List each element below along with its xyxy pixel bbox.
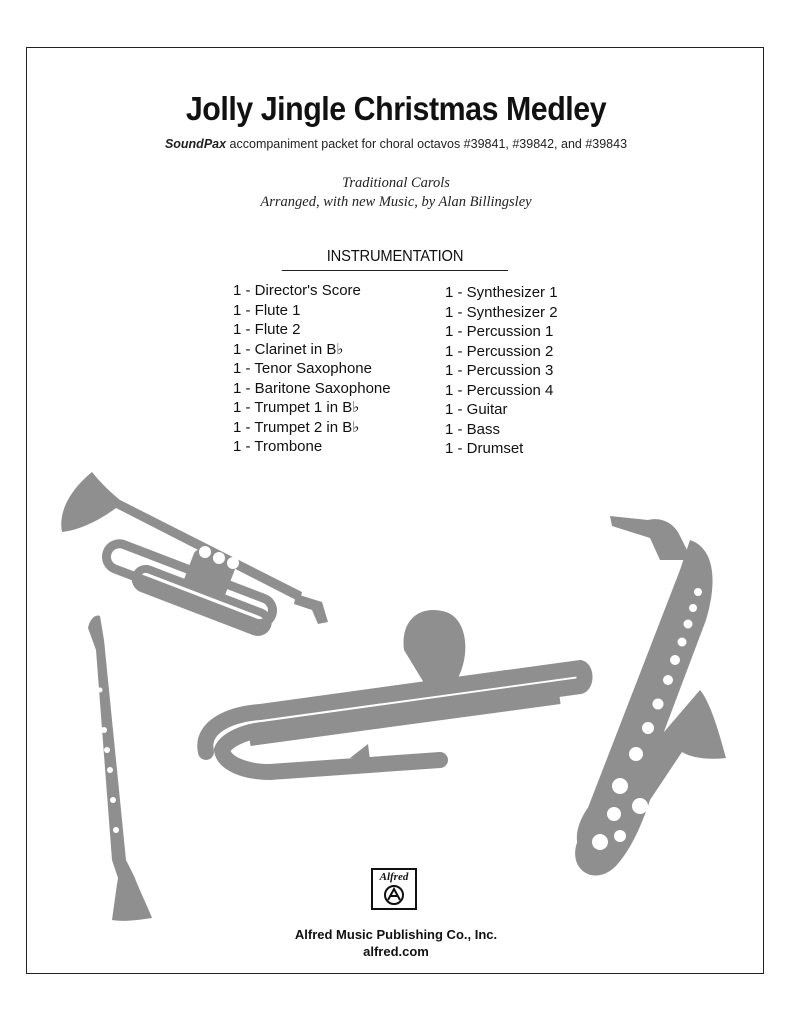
list-item: 1 - Director's Score [233,282,361,299]
list-item: 1 - Flute 2 [233,321,301,338]
list-item: 1 - Trombone [233,438,323,455]
list-item: 1 - Percussion 2 [445,342,554,360]
alfred-emblem-icon [382,884,406,906]
list-item: 1 - Baritone Saxophone [233,379,391,397]
page-title: Jolly Jingle Christmas Medley [185,90,607,127]
clarinet-icon [88,616,152,921]
instrumentation-heading: INSTRUMENTATION [282,248,508,271]
publisher-name: Alfred Music Publishing Co., Inc. [294,927,498,942]
publisher-url: alfred.com [363,944,429,959]
logo-word: Alfred [379,871,409,883]
list-item: 1 - Trumpet 2 in B♭ [233,418,360,436]
brand-name: SoundPax [164,137,227,151]
list-item: 1 - Flute 1 [233,301,301,319]
list-item: 1 - Synthesizer 1 [445,284,558,301]
list-item: 1 - Tenor Saxophone [233,360,372,377]
alfred-logo [371,868,417,910]
list-item: 1 - Percussion 1 [445,323,554,340]
list-item: 1 - Synthesizer 2 [445,303,558,321]
trumpet-icon [61,472,328,635]
list-item: 1 - Drumset [445,440,524,457]
list-item: 1 - Clarinet in B♭ [233,340,344,358]
list-item: 1 - Percussion 4 [445,381,554,399]
list-item: 1 - Bass [445,420,501,438]
list-item: 1 - Trumpet 1 in B♭ [233,399,360,416]
saxophone-icon [575,516,726,875]
publisher [0,926,792,960]
list-item: 1 - Guitar [445,401,508,418]
subtitle-text: accompaniment packet for choral octavos #39841, #39842, and #39843 [226,137,628,151]
list-item: 1 - Percussion 3 [445,362,554,379]
credits-line-1: Traditional Carols [342,175,450,191]
credits-line-2: Arranged, with new Music, by Alan Billingsley [260,194,532,210]
